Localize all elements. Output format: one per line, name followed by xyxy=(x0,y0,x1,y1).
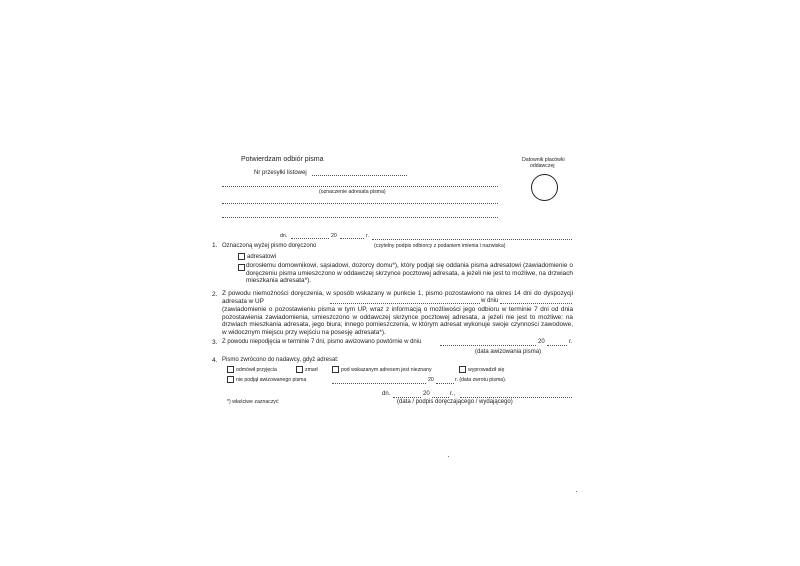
return-caption: r. (data zwrotu pisma). xyxy=(455,377,507,383)
option-refused-label: odmówił przyjęcia xyxy=(236,366,277,373)
scan-speck xyxy=(576,491,577,492)
option-moved-label: wyprowadził się xyxy=(468,366,505,373)
footer-caption: (data / podpis doręczającego / wydającego) xyxy=(397,399,513,405)
option-household-text: dorosłemu domownikowi, sąsiadowi, dozorcy domu*), który podjął się oddania pisma adresatowi (zawiadomienie o doręczeniu pisma umieszczono w oddawczej skrzynce pocztowej adresata, a jeżeli nie jest to możliwe, na drzwiach mieszkania adresata*). xyxy=(246,262,573,285)
addressee-line-3 xyxy=(222,217,498,218)
section4-title: Pismo zwrócono do nadawcy, gdyż adresat: xyxy=(222,357,339,363)
checkbox-unknown[interactable] xyxy=(332,366,339,373)
checkbox-refused[interactable] xyxy=(227,366,234,373)
addressee-caption: (oznaczenie adresata pisma) xyxy=(319,189,386,195)
section3-caption: (data awizowania pisma) xyxy=(475,349,542,355)
section2-number: 2. xyxy=(212,291,218,298)
return-date-line xyxy=(332,383,426,384)
postmark-circle xyxy=(531,174,558,201)
footer-suffix: r., xyxy=(450,391,456,397)
section3-text: Z powodu niepodjęcia w terminie 7 dni, pismo awizowano powtórnie w dniu xyxy=(222,339,422,345)
checkbox-addressee[interactable] xyxy=(238,253,245,260)
section2-date-line xyxy=(500,303,572,304)
footer-date-prefix: dn. xyxy=(382,391,391,397)
option-moved[interactable] xyxy=(459,366,504,373)
option-addressee-label: adresatowi xyxy=(247,254,277,261)
section3-date-line-2 xyxy=(547,345,567,346)
option-unknown[interactable] xyxy=(332,366,432,373)
date-year: 20 xyxy=(331,233,337,239)
section1-number: 1. xyxy=(212,242,218,249)
stamp-label-1: Datownik placówki xyxy=(522,157,565,163)
return-year: 20 xyxy=(428,377,434,383)
option-refused[interactable] xyxy=(227,366,277,373)
section3-year: 20 xyxy=(538,339,545,345)
section1-title: Oznaczoną wyżej pismo doręczono xyxy=(222,243,317,249)
option-notpicked-label: nie podjął awizowanego pisma xyxy=(236,376,307,383)
addressee-line-1 xyxy=(222,186,498,187)
return-date-line-2 xyxy=(436,383,454,384)
date-line xyxy=(291,238,329,239)
nr-label: Nr przesyłki listowej xyxy=(254,170,307,176)
section2-text-c: (zawiadomienie o pozostawieniu pisma w tym UP, wraz z informacją o możliwości jego odbioru w terminie 7 dni od dnia pozostawienia zawiadomienia, umieszczono w oddawczej skrzynce pocztowej adresata, a jeżeli nie jest to możliwe: na drzwiach mieszkania adresata, jego biura; innego pomieszczenia, w którym adresat wykonuje swoje czynności zawodowe, w widocznym miejscu przy wejściu na posesję adresata*). xyxy=(222,306,573,336)
date-line-2 xyxy=(340,238,364,239)
scan-speck xyxy=(448,456,449,457)
signature-caption: (czytelny podpis odbiorcy z podaniem imienia i nazwiska) xyxy=(374,243,506,249)
checkbox-moved[interactable] xyxy=(459,366,466,373)
footer-date-line-2 xyxy=(432,397,449,398)
checkbox-died[interactable] xyxy=(296,366,303,373)
option-notpicked[interactable] xyxy=(227,376,306,383)
section2-text-a: Z powodu niemożności doręczenia, w sposób wskazany w punkcie 1, pismo pozostawiono na okres 14 dni do dyspozycji adresata w UP xyxy=(222,290,573,305)
stamp-label-2: oddawczej xyxy=(530,163,555,169)
nr-line xyxy=(312,175,407,176)
section4-number: 4. xyxy=(212,357,218,364)
option-died-label: zmarł xyxy=(305,366,318,373)
checkbox-notpicked[interactable] xyxy=(227,376,234,383)
footer-date-line xyxy=(393,397,421,398)
option-died[interactable] xyxy=(296,366,318,373)
section3-suffix: r. xyxy=(569,339,573,345)
option-addressee[interactable] xyxy=(238,253,276,260)
confirm-heading: Potwierdzam odbiór pisma xyxy=(241,156,324,163)
section3-number: 3. xyxy=(212,339,218,346)
date-suffix: r. xyxy=(366,233,369,239)
section2-text-b: w dniu xyxy=(481,298,499,304)
date-prefix: dn. xyxy=(280,233,288,239)
footer-year: 20 xyxy=(423,391,430,397)
addressee-line-2 xyxy=(222,203,498,204)
checkbox-household[interactable] xyxy=(238,264,245,271)
section2-up-line xyxy=(330,303,480,304)
option-unknown-label: pod wskazanym adresem jest nieznany xyxy=(341,366,432,373)
signature-line xyxy=(372,239,572,240)
footer-signature-line xyxy=(460,397,572,398)
section3-date-line xyxy=(440,345,536,346)
footnote: *) właściwe zaznaczyć xyxy=(227,399,279,405)
